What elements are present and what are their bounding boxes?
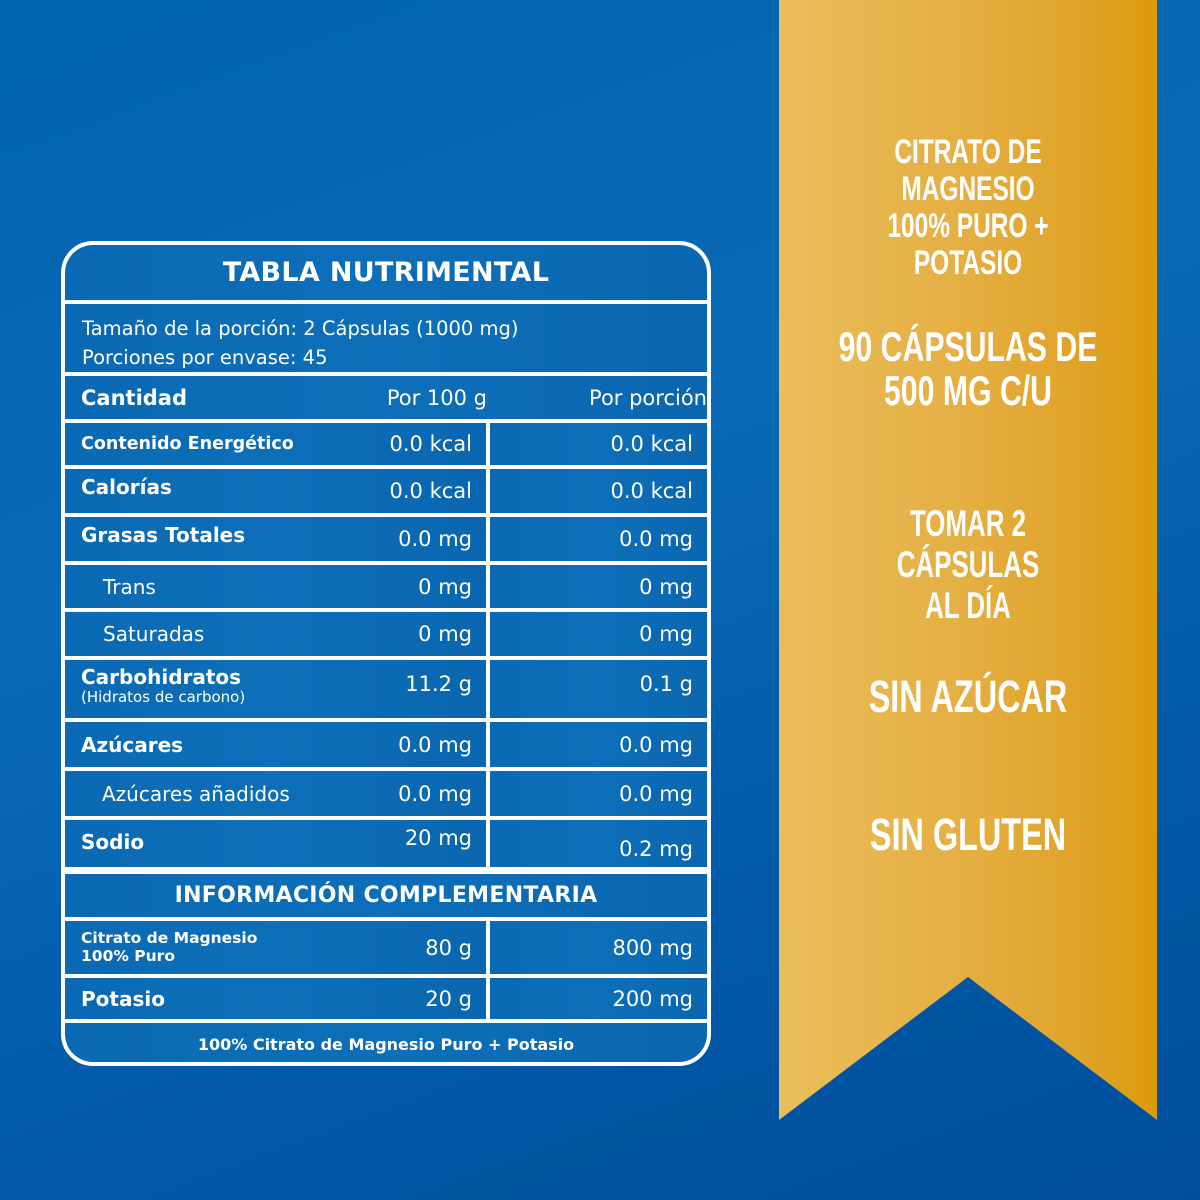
- row-label: Carbohidratos: [81, 665, 242, 689]
- row-value-per-100g: 0.0 kcal: [389, 432, 472, 456]
- row-value-per-serving: 0.0 mg: [619, 781, 693, 806]
- table-cell: [490, 722, 707, 767]
- ribbon-line: 90 CÁPSULAS DE: [838, 323, 1098, 370]
- complementary-title-text: INFORMACIÓN COMPLEMENTARIA: [174, 883, 598, 908]
- row-value-per-100g: 20 mg: [404, 826, 472, 850]
- table-row: [65, 423, 486, 465]
- table-cell: [490, 423, 707, 465]
- table-row: [65, 612, 486, 656]
- ribbon-line: CITRATO DE MAGNESIO: [894, 133, 1042, 208]
- ribbon-line: TOMAR 2 CÁPSULAS: [896, 503, 1040, 585]
- ribbon-line: 100% PURO + POTASIO: [887, 207, 1049, 282]
- ribbon-line: AL DÍA: [925, 585, 1011, 626]
- row-label: Azúcares: [81, 732, 184, 757]
- row-value-per-serving: 200 mg: [612, 986, 693, 1011]
- row-label: Sodio: [81, 830, 145, 854]
- ribbon-line: SIN GLUTEN: [869, 809, 1067, 860]
- row-value-per-100g: 11.2 g: [405, 672, 472, 696]
- header-per-serving: Por porción: [589, 385, 707, 410]
- table-row: [65, 565, 486, 608]
- table-cell: [490, 565, 707, 608]
- row-value-per-serving: 0.0 mg: [619, 527, 693, 551]
- ribbon-feature-dosage: [836, 503, 1101, 626]
- table-row: [65, 660, 486, 718]
- row-value-per-serving: 0 mg: [639, 622, 693, 646]
- table-cell: [490, 978, 707, 1019]
- row-label-line2: 100% Puro: [81, 947, 175, 965]
- servings-per-container: Porciones por envase: 45: [82, 346, 328, 369]
- ribbon-line: SIN AZÚCAR: [868, 671, 1068, 722]
- row-value-per-serving: 0 mg: [639, 574, 693, 599]
- row-value-per-100g: 0.0 mg: [398, 527, 472, 551]
- table-row: [65, 978, 486, 1019]
- ribbon-feature-gluten-free: [832, 809, 1104, 860]
- serving-info: [65, 304, 707, 372]
- table-header-row: [65, 376, 707, 419]
- row-label: Calorías: [81, 475, 172, 499]
- row-label: Potasio: [81, 986, 165, 1011]
- row-value-per-serving: 0.2 mg: [619, 837, 693, 861]
- row-value-per-100g: 0.0 mg: [398, 732, 472, 757]
- header-nutrient: Cantidad: [81, 385, 188, 410]
- table-row: [65, 820, 486, 867]
- table-title: TABLA NUTRIMENTAL: [65, 245, 707, 300]
- serving-size: Tamaño de la porción: 2 Cápsulas (1000 mg): [82, 317, 519, 340]
- ribbon-line: 500 MG C/U: [883, 367, 1053, 414]
- row-label: Saturadas: [103, 622, 205, 646]
- table-cell: [490, 771, 707, 816]
- header-per-100g: Por 100 g: [386, 385, 487, 410]
- table-row: [65, 771, 486, 816]
- row-value-per-100g: 0 mg: [418, 574, 472, 599]
- ribbon-feature-product: [832, 134, 1104, 282]
- table-cell: [490, 921, 707, 974]
- table-footer: [65, 1023, 707, 1066]
- table-cell: [490, 820, 707, 867]
- row-value-per-100g: 80 g: [425, 935, 472, 960]
- table-cell: [490, 517, 707, 561]
- table-cell: [490, 612, 707, 656]
- row-value-per-100g: 0.0 mg: [398, 781, 472, 806]
- table-row: [65, 722, 486, 767]
- row-value-per-serving: 0.0 kcal: [610, 479, 693, 503]
- row-label: Azúcares añadidos: [102, 781, 290, 806]
- row-label-line1: Citrato de Magnesio: [81, 929, 258, 947]
- table-row: [65, 921, 486, 974]
- row-label: Trans: [103, 574, 156, 599]
- table-cell: [490, 469, 707, 513]
- row-value-per-100g: 0.0 kcal: [389, 479, 472, 503]
- table-cell: [490, 660, 707, 718]
- table-row: [65, 517, 486, 561]
- row-value-per-100g: 20 g: [425, 986, 472, 1011]
- row-sublabel: (Hidratos de carbono): [81, 688, 246, 706]
- footer-note: 100% Citrato de Magnesio Puro + Potasio: [197, 1035, 575, 1054]
- row-value-per-serving: 0.0 kcal: [610, 432, 693, 456]
- table-row: [65, 469, 486, 513]
- nutrition-table: [61, 241, 711, 1066]
- row-value-per-100g: 0 mg: [418, 622, 472, 646]
- complementary-section-title: [65, 874, 707, 917]
- row-value-per-serving: 0.0 mg: [619, 732, 693, 757]
- ribbon-feature-capsules: [832, 325, 1104, 413]
- row-value-per-serving: 0.1 g: [639, 672, 693, 696]
- row-value-per-serving: 800 mg: [612, 935, 693, 960]
- row-label: Contenido Energético: [81, 434, 294, 454]
- ribbon-feature-sugar-free: [832, 671, 1104, 722]
- row-label: Grasas Totales: [81, 523, 246, 547]
